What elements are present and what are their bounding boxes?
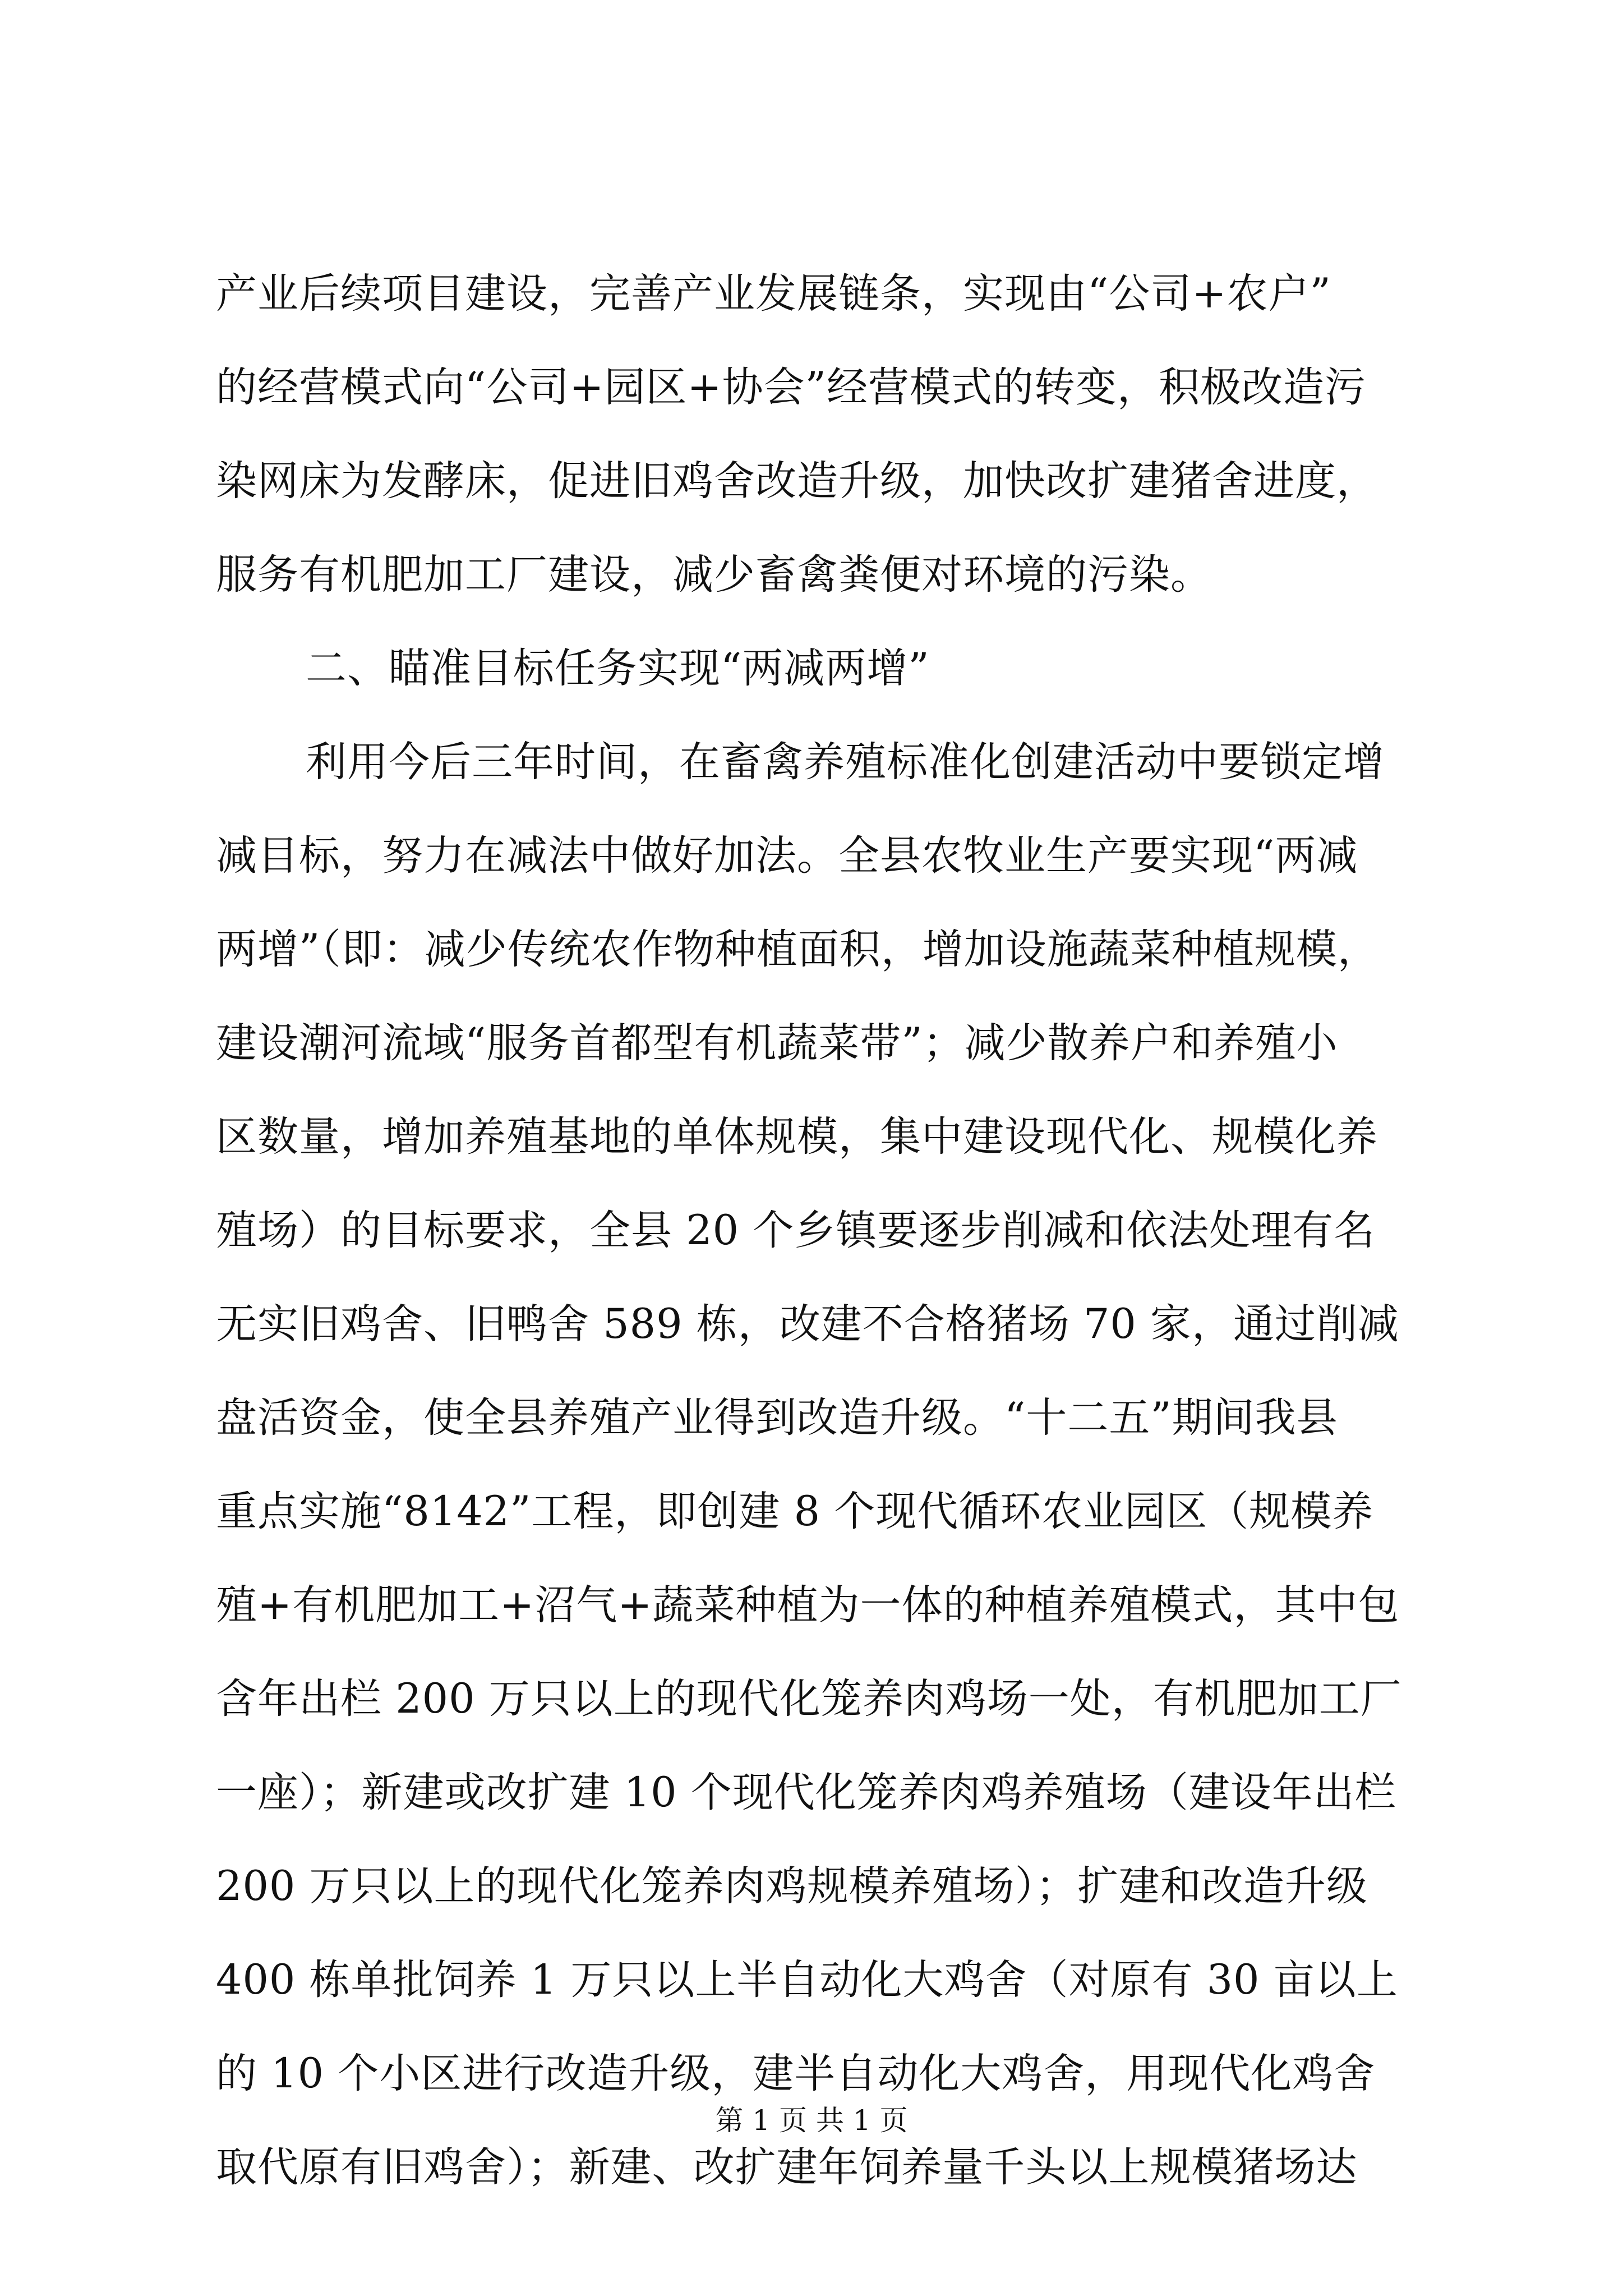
body-line: 产业后续项目建设，完善产业发展链条，实现由“公司+农户” [216, 270, 1331, 318]
document-body [216, 247, 1416, 2214]
body-line: 利用今后三年时间，在畜禽养殖标准化创建活动中要锁定增 [306, 738, 1385, 786]
body-line: 建设潮河流域“服务首都型有机蔬菜带”；减少散养户和养殖小 [216, 1019, 1338, 1067]
body-line: 400 栋单批饲养 1 万只以上半自动化大鸡舍（对原有 30 亩以上 [216, 1956, 1398, 2004]
body-line: 区数量，增加养殖基地的单体规模，集中建设现代化、规模化养 [216, 1113, 1378, 1161]
body-line: 一座）；新建或改扩建 10 个现代化笼养肉鸡养殖场（建设年出栏 [216, 1769, 1396, 1816]
body-line: 无实旧鸡舍、旧鸭舍 589 栋，改建不合格猪场 70 家，通过削减 [216, 1300, 1400, 1348]
body-line: 取代原有旧鸡舍）；新建、改扩建年饲养量千头以上规模猪场达 [216, 2143, 1358, 2191]
body-line: 盘活资金，使全县养殖产业得到改造升级。“十二五”期间我县 [216, 1394, 1338, 1442]
body-line: 殖+有机肥加工+沼气+蔬菜种植为一体的种植养殖模式，其中包 [216, 1581, 1400, 1629]
body-line: 殖场）的目标要求，全县 20 个乡镇要逐步削减和依法处理有名 [216, 1207, 1376, 1254]
body-line: 含年出栏 200 万只以上的现代化笼养肉鸡场一处，有机肥加工厂 [216, 1675, 1402, 1723]
body-line: 减目标，努力在减法中做好加法。全县农牧业生产要实现“两减 [216, 832, 1358, 880]
body-line: 的 10 个小区进行改造升级，建半自动化大鸡舍，用现代化鸡舍 [216, 2050, 1376, 2097]
body-line: 200 万只以上的现代化笼养肉鸡规模养殖场）；扩建和改造升级 [216, 1862, 1368, 1910]
body-line: 两增”（即：减少传统农作物种植面积，增加设施蔬菜种植规模， [216, 926, 1379, 973]
section-heading: 二、瞄准目标任务实现“两减两增” [306, 645, 930, 692]
body-line: 的经营模式向“公司+园区+协会”经营模式的转变，积极改造污 [216, 364, 1366, 411]
body-line: 重点实施“8142”工程，即创建 8 个现代循环农业园区（规模养 [216, 1488, 1374, 1535]
body-line: 染网床为发酵床，促进旧鸡舍改造升级，加快改扩建猪舍进度， [216, 457, 1378, 505]
body-line: 服务有机肥加工厂建设，减少畜禽粪便对环境的污染。 [216, 551, 1212, 599]
page-footer: 第 1 页 共 1 页 [715, 2104, 908, 2137]
